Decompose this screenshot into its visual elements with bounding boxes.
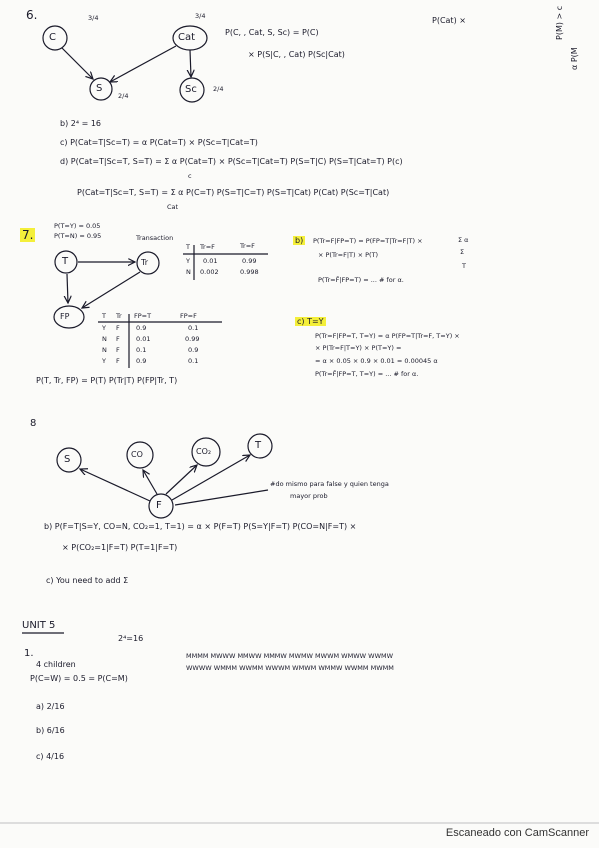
q6-node-c-label: C (49, 32, 56, 43)
q7-c3: = α × 0.05 × 0.9 × 0.01 = 0.00045 α (315, 357, 438, 365)
q8-node-f-label: F (156, 500, 162, 511)
q7-table2-r4-tr: F (116, 357, 120, 365)
q7-table2-r3-t: N (102, 346, 107, 354)
q7-c1: P(Tr=F|FP=T, T=Y) = α P(FP=T|Tr=F, T=Y) × (315, 332, 460, 340)
q7-table1-header-t: T (186, 243, 190, 251)
q7-table2-r1-t: Y (102, 324, 106, 332)
q7-b2: × P(Tr=F|T) × P(T) (318, 251, 379, 259)
q7-table2-r3-tr: F (116, 346, 120, 354)
q6-prob-s: 2/4 (118, 92, 129, 100)
q7-c-label: c) T=Y (297, 317, 324, 326)
unit5-q1-number: 1. (24, 648, 34, 659)
q6-number: 6. (26, 8, 38, 22)
q8-node-s-label: S (64, 454, 71, 465)
q7-table1-header-trf2: Tr=F (240, 242, 255, 250)
q7-table2-r2-fpt: 0.01 (136, 335, 151, 343)
q6-joint-line1b: P(Cat) × (432, 16, 466, 25)
q7-table1-row1-t: Y (186, 257, 190, 265)
q7-table2-header-tr: Tr (116, 312, 122, 320)
q7-table2-r2-t: N (102, 335, 107, 343)
q8-answer-b2: × P(CO₂=1|F=T) P(T=1|F=T) (62, 543, 178, 552)
q7-table2-r3-fpt: 0.1 (136, 346, 147, 354)
q7-arrow-t-fp (67, 274, 68, 303)
unit5-q1-line1: 4 children (36, 660, 76, 669)
q6-prob-c: 3/4 (88, 14, 99, 22)
q6-prob-sc: 2/4 (213, 85, 224, 93)
q7-b2-sub: T (462, 262, 466, 270)
q8-number: 8 (30, 418, 37, 429)
q8-answer-c: c) You need to add Σ (46, 576, 129, 585)
q7-b1: P(Tr=F|FP=T) = P(FP=T|Tr=F|T) × (313, 237, 423, 245)
q6-answer-d2: P(Cat=T|Sc=T, S=T) = Σ α P(C=T) P(S=T|C=T) P(S=T|Cat) P(Cat) P(Sc=T|Cat) (77, 188, 390, 197)
q7-table1-row1-a: 0.01 (203, 257, 218, 265)
q6-prob-cat: 3/4 (195, 12, 206, 20)
q6-node-s-label: S (96, 83, 103, 94)
unit5-title: UNIT 5 (22, 620, 56, 631)
q8-arrow-f-co (143, 470, 157, 494)
q7-prior-n: P(T=N) = 0.95 (54, 232, 102, 240)
q8-node-co2-label: CO₂ (196, 447, 212, 456)
unit5-answer-b: b) 6/16 (36, 726, 65, 735)
q7-table2-r3-fpf: 0.9 (188, 346, 199, 354)
q7-table1-row1-b: 0.99 (242, 257, 257, 265)
q7-table1-header-trf: Tr=F (200, 243, 215, 251)
q8-answer-b1: b) P(F=T|S=Y, CO=N, CO₂=1, T=1) = α × P(F=T) P(S=Y|F=T) P(CO=N|F=T) × (44, 522, 357, 531)
q7-table1-row2-a: 0.002 (200, 268, 219, 276)
q7-node-tr-label: Tr (141, 258, 148, 267)
margin-top-note: P(M) > c (555, 5, 564, 40)
unit5-q1-line2: P(C=W) = 0.5 = P(C=M) (30, 674, 128, 683)
q7-c2: × P(Tr=F|T=Y) × P(T=Y) = (315, 344, 402, 352)
q7-table2-r4-fpt: 0.9 (136, 357, 147, 365)
q8-note-line1: #do mismo para false y quien tenga (270, 480, 389, 488)
q6-answer-c: c) P(Cat=T|Sc=T) = α P(Cat=T) × P(Sc=T|Cat=T) (60, 138, 258, 147)
q8-node-co-label: CO (131, 450, 143, 459)
unit5-answer-a: a) 2/16 (36, 702, 65, 711)
q7-joint: P(T, Tr, FP) = P(T) P(Tr|T) P(FP|Tr, T) (36, 376, 178, 385)
q7-c4: P(Tr=F̄|FP=T, T=Y) = ... # for α. (315, 370, 419, 378)
q7-b3: P(Tr=F̄|FP=T) = ... # for α. (318, 276, 404, 284)
q7-table2-r1-tr: F (116, 324, 120, 332)
scanner-watermark: Escaneado con CamScanner (445, 827, 589, 839)
q7-number: 7. (22, 228, 34, 242)
q7-table2-r4-fpf: 0.1 (188, 357, 199, 365)
q7-prior-y: P(T=Y) = 0.05 (54, 222, 101, 230)
unit5-answer-c: c) 4/16 (36, 752, 65, 761)
q7-table2-header-fpf: FP=F (180, 312, 197, 320)
q7-node-fp-label: FP (60, 312, 70, 321)
q6-arrow-cat-s (110, 46, 176, 82)
q7-b2-sum: Σ (460, 248, 465, 256)
margin-side-note: α P(M (570, 47, 579, 70)
q7-table2-r1-fpt: 0.9 (136, 324, 147, 332)
q8-arrow-f-s (80, 469, 150, 501)
q7-table2-r2-fpf: 0.99 (185, 335, 200, 343)
q8-note-line2: mayor prob (290, 492, 328, 500)
page-bottom-edge (0, 822, 599, 824)
q6-node-cat-label: Cat (178, 32, 196, 43)
q6-answer-d2-sub: Cat (167, 203, 179, 211)
q6-answer-d1-sub: c (188, 172, 192, 180)
q7-arrow-tr-fp (82, 272, 140, 308)
q7-table1-row2-b: 0.998 (240, 268, 259, 276)
q6-answer-b: b) 2⁴ = 16 (60, 119, 102, 128)
unit5-combos: 2⁴=16 (118, 634, 144, 643)
q8-arrow-f-co2 (166, 465, 197, 494)
q7-table2-r2-tr: F (116, 335, 120, 343)
q7-b-label: b) (295, 236, 304, 245)
q6-joint-line2: × P(S|C, , Cat) P(Sc|Cat) (248, 50, 345, 59)
q6-arrow-cat-sc (190, 50, 191, 77)
q7-table2-r4-t: Y (102, 357, 106, 365)
q7-table2-r1-fpf: 0.1 (188, 324, 199, 332)
q7-table1-row2-t: N (186, 268, 191, 276)
q7-table2-header-fpt: FP=T (134, 312, 152, 320)
q8-node-t-label: T (255, 440, 262, 451)
unit5-sequences-row2: WWWW WMMM WWMM WWWM WMWM WMMW WWMM MWMM (186, 664, 394, 672)
q6-joint-line1: P(C, , Cat, S, Sc) = P(C) (225, 28, 319, 37)
q7-b1-sum: Σ α (458, 236, 469, 244)
unit5-sequences-row1: MMMM MWWW MMWW MMMW MWMW MWWM WMWW WWMW (186, 652, 394, 660)
q7-transaction-label: Transaction (136, 234, 174, 242)
q6-arrow-c-s (62, 48, 93, 79)
q7-table2-header-t: T (102, 312, 106, 320)
q6-answer-d1: d) P(Cat=T|Sc=T, S=T) = Σ α P(Cat=T) × P(Sc=T|Cat=T) P(S=T|C) P(S=T|Cat=T) P(c) (60, 157, 403, 166)
q6-node-sc-label: Sc (185, 84, 197, 95)
q7-node-t-label: T (62, 256, 69, 267)
q8-note-pointer (175, 490, 268, 505)
